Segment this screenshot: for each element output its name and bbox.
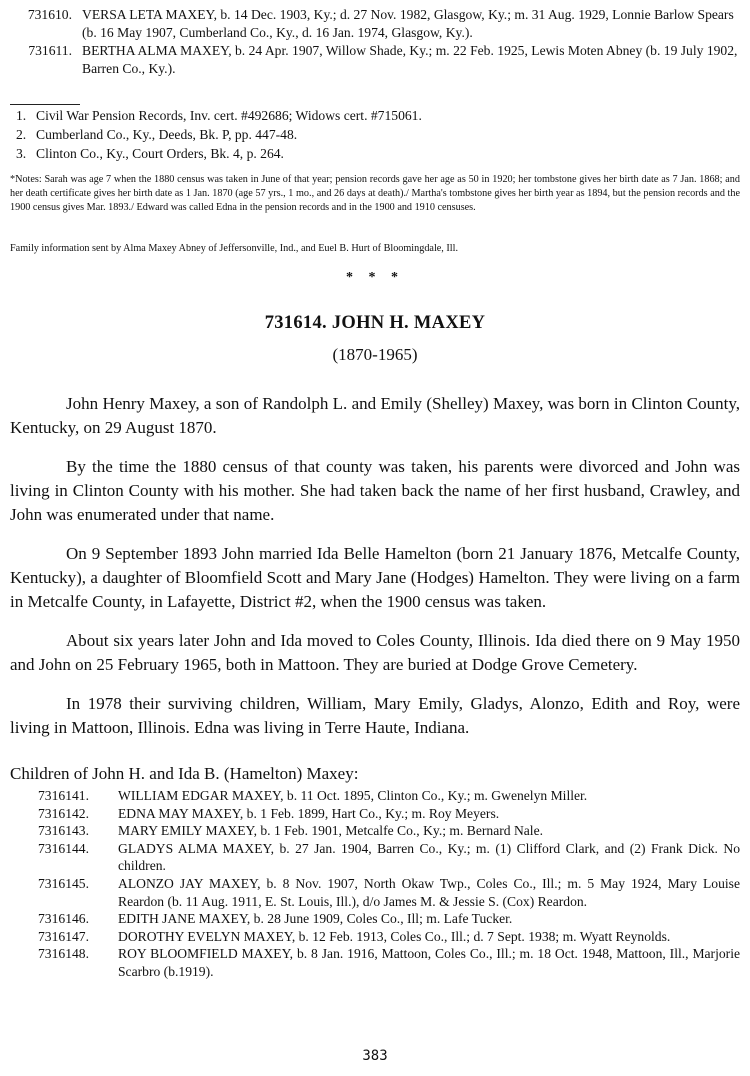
body-paragraph: In 1978 their surviving children, William, Mary Emily, Gladys, Alonzo, Edith and Roy, were living in Mattoon, Illinois. Edna was living in Terre Haute, Indiana.: [10, 694, 740, 737]
biography-body: [10, 392, 740, 755]
section-dates: (1870-1965): [332, 345, 418, 364]
child-number: 7316141.: [38, 788, 89, 803]
section-title: 731614. JOHN H. MAXEY: [264, 313, 486, 333]
child-text: MARY EMILY MAXEY, b. 1 Feb. 1901, Metcalfe Co., Ky.; m. Bernard Nale.: [118, 823, 544, 839]
list-item: [10, 875, 740, 910]
body-paragraph: By the time the 1880 census of that county was taken, his parents were divorced and John was living in Clinton County with his mother. She had taken back the name of her first husband, Crawley, and John was enumerated under that name.: [10, 457, 740, 524]
body-paragraph: On 9 September 1893 John married Ida Belle Hamelton (born 21 January 1876, Metcalfe County, Kentucky), a daughter of Bloomfield Scott and Mary Jane (Hodges) Hamelton. They were living on a farm in Metcalfe County, in Lafayette, District #2, when the 1900 census was taken.: [10, 544, 740, 611]
child-number: 7316145.: [38, 875, 89, 891]
child-number: 7316148.: [38, 946, 89, 962]
child-text: GLADYS ALMA MAXEY, b. 27 Jan. 1904, Barren Co., Ky.; m. (1) Clifford Clark, and (2) Frank Dick. No children.: [118, 840, 740, 874]
body-paragraph: John Henry Maxey, a son of Randolph L. and Emily (Shelley) Maxey, was born in Clinton County, Kentucky, on 29 August 1870.: [10, 394, 740, 437]
entry-number: 731611.: [28, 43, 72, 58]
children-heading: Children of John H. and Ida B. (Hamelton) Maxey:: [10, 764, 359, 783]
footnote-number: 2.: [16, 127, 27, 142]
child-number: 7316144.: [38, 840, 89, 856]
children-list: [10, 787, 740, 981]
body-paragraph: About six years later John and Ida moved to Coles County, Illinois. Ida died there on 9 May 1950 and John on 25 February 1965, both in Mattoon. They are buried at Dodge Grove Cemetery.: [10, 631, 740, 674]
entry-number: 731610.: [27, 7, 72, 22]
child-text: ROY BLOOMFIELD MAXEY, b. 8 Jan. 1916, Mattoon, Coles Co., Ill.; m. 18 Oct. 1948, Mattoon, Ill., Marjorie Scarbro (b.1919).: [118, 946, 740, 979]
list-item: [10, 945, 740, 980]
child-number: 7316143.: [38, 823, 89, 839]
list-item: [10, 42, 740, 78]
child-number: 7316147.: [38, 928, 89, 944]
footnote-number: 3.: [16, 146, 27, 161]
child-text: DOROTHY EVELYN MAXEY, b. 12 Feb. 1913, Coles Co., Ill.; d. 7 Sept. 1938; m. Wyatt Reynolds.: [118, 928, 671, 944]
section-separator: * * *: [346, 270, 404, 285]
list-item: [10, 928, 740, 946]
list-item: [10, 910, 740, 928]
footnote-text: Cumberland Co., Ky., Deeds, Bk. P, pp. 447-48.: [36, 127, 298, 142]
footnote-text: Clinton Co., Ky., Court Orders, Bk. 4, p. 264.: [36, 146, 284, 161]
child-text: EDNA MAY MAXEY, b. 1 Feb. 1899, Hart Co., Ky.; m. Roy Meyers.: [118, 805, 500, 821]
footnote-divider: [10, 104, 80, 105]
child-text: EDITH JANE MAXEY, b. 28 June 1909, Coles Co., Ill; m. Lafe Tucker.: [118, 911, 513, 927]
child-number: 7316142.: [38, 805, 89, 821]
footnotes: [16, 106, 736, 163]
entry-text: VERSA LETA MAXEY, b. 14 Dec. 1903, Ky.; d. 27 Nov. 1982, Glasgow, Ky.; m. 31 Aug. 1929, Lonnie Barlow Spears (b. 16 May 1907, Cumberland Co., Ky., d. 16 Jan. 1974, Glasgow, Ky.).: [82, 7, 734, 40]
footnote-number: 1.: [16, 108, 27, 123]
list-item: [10, 805, 740, 823]
child-text: ALONZO JAY MAXEY, b. 8 Nov. 1907, North Okaw Twp., Coles Co., Ill.; m. 5 May 1924, Mary Louise Reardon (b. 11 Aug. 1911, E. St. Louis, Ill.), d/o James M. & Jessie S. (Cox) Reardon.: [118, 875, 740, 909]
entry-text: BERTHA ALMA MAXEY, b. 24 Apr. 1907, Willow Shade, Ky.; m. 22 Feb. 1925, Lewis Moten Abney (b. 19 July 1902, Barren Co., Ky.).: [82, 43, 738, 76]
notes-paragraph: *Notes: Sarah was age 7 when the 1880 census was taken in June of that year; pension records gave her age as 50 in 1920; her tombstone gives her birth date as 7 Jan. 1868; and her death certificate gives her birth date as 1 Jan. 1870 (age 57 yrs., 1 mo., and 26 days at death)./ Martha's tombstone gives her birth year as 1894, but the pension records and the 1900 census gives Mar. 1893./ Edward was called Edna in the pension records and in the 1900 and 1910 censuses.: [10, 174, 740, 213]
footnote: [16, 106, 736, 125]
child-text: WILLIAM EDGAR MAXEY, b. 11 Oct. 1895, Clinton Co., Ky.; m. Gwenelyn Miller.: [118, 788, 588, 803]
list-item: [10, 822, 740, 840]
list-item: [10, 787, 740, 805]
list-item: [10, 6, 740, 42]
family-info-credit: Family information sent by Alma Maxey Abney of Jeffersonville, Ind., and Euel B. Hurt of Bloomingdale, Ill.: [10, 243, 458, 254]
child-number: 7316146.: [38, 911, 89, 927]
continued-entries: [10, 6, 740, 78]
footnote: [16, 125, 736, 144]
footnote: [16, 144, 736, 163]
page-number: 383: [362, 1048, 388, 1064]
list-item: [10, 840, 740, 875]
footnote-text: Civil War Pension Records, Inv. cert. #492686; Widows cert. #715061.: [36, 108, 422, 123]
